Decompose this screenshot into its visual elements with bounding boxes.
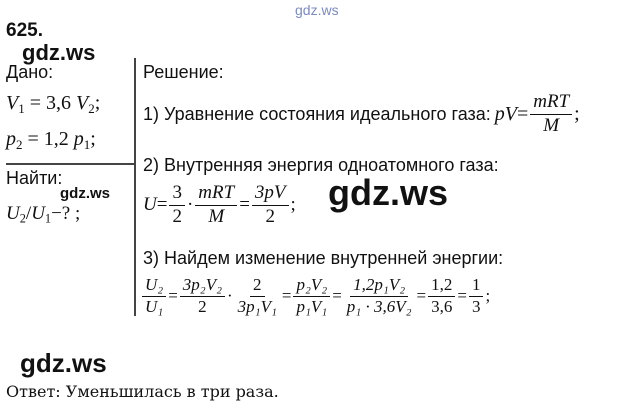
given-line-1: $V_1 = 3,6$ $V_2$;: [6, 92, 101, 116]
step-2-dot: ·: [186, 194, 194, 216]
step-2-eq2: =: [239, 194, 250, 216]
watermark-find: gdz.ws: [60, 185, 111, 202]
step-3-eq3: =: [332, 286, 342, 306]
step-3-frac-b: $\frac{2}{\text{3p₁V₁}}$: [237, 275, 277, 316]
step-1: [143, 92, 580, 137]
step-3-frac-e: $\frac{1,2}{3,6}$: [428, 276, 455, 316]
step-3-frac-c: $\frac{\text{p₂V₂}}{\text{p₁V₁}}$: [293, 276, 330, 316]
step-3-eq2: =: [281, 286, 292, 306]
step-2-text: 2) Внутренняя энергия одноатомного газа:: [143, 155, 499, 175]
answer-text: Ответ: Уменьшилась в три раза.: [6, 382, 279, 401]
step-1-text: 1) Уравнение состояния идеального газа:: [143, 103, 491, 124]
watermark-top: gdz.ws: [295, 2, 339, 18]
step-3-frac-f: $\frac{1}{3}$: [469, 276, 484, 316]
vertical-divider: [134, 58, 136, 316]
find-label: Найти:: [6, 168, 63, 188]
watermark-center: gdz.ws: [328, 172, 449, 213]
step-3-frac-lhs: $\frac{\text{U₂}}{\text{U₁}}$: [142, 276, 166, 316]
step-2-formula: [143, 183, 296, 228]
step-2-eq1: =: [156, 194, 168, 216]
step-2-frac-2: $\frac{\text{mRT}}{M}$: [195, 183, 237, 228]
step-3-eq4: =: [416, 286, 427, 306]
find-expression: $U_2/U_1-$? ;: [6, 203, 81, 226]
solution-title: Решение:: [143, 62, 224, 82]
step-3-eq1: =: [168, 286, 178, 306]
given-line-2: $p_2 = 1,2$ $p_1$;: [6, 128, 96, 152]
step-2-frac-1: $\frac{3}{2}$: [169, 183, 185, 228]
step-1-eq: =: [516, 102, 529, 125]
step-2-end: ;: [290, 194, 296, 216]
step-1-lhs: pV: [494, 102, 517, 125]
problem-number: 625.: [6, 20, 43, 41]
watermark-given: gdz.ws: [22, 40, 96, 65]
step-3-formula: [140, 276, 490, 316]
watermark-bottom: gdz.ws: [20, 348, 107, 378]
step-1-fraction: $\frac{\text{mRT}}{M}$: [530, 92, 572, 137]
horizontal-divider: [6, 163, 135, 165]
step-3-eq5: =: [457, 286, 467, 306]
step-3-frac-a: $\frac{\text{3p₂V₂}}{2}$: [180, 276, 225, 316]
step-3-frac-d: $\frac{\text{1,2p₁V₂}}{\text{p₁ · 3,6V₂}}$: [346, 275, 412, 316]
step-2-frac-3: $\frac{3pV}{2}$: [252, 183, 289, 228]
step-3-text: 3) Найдем изменение внутренней энергии:: [143, 248, 504, 268]
step-3-dot: ·: [227, 286, 233, 306]
step-1-end: ;: [574, 102, 580, 125]
step-2-lhs: U: [143, 194, 157, 216]
step-3-end: ;: [485, 286, 491, 306]
given-label: Дано:: [6, 62, 54, 82]
